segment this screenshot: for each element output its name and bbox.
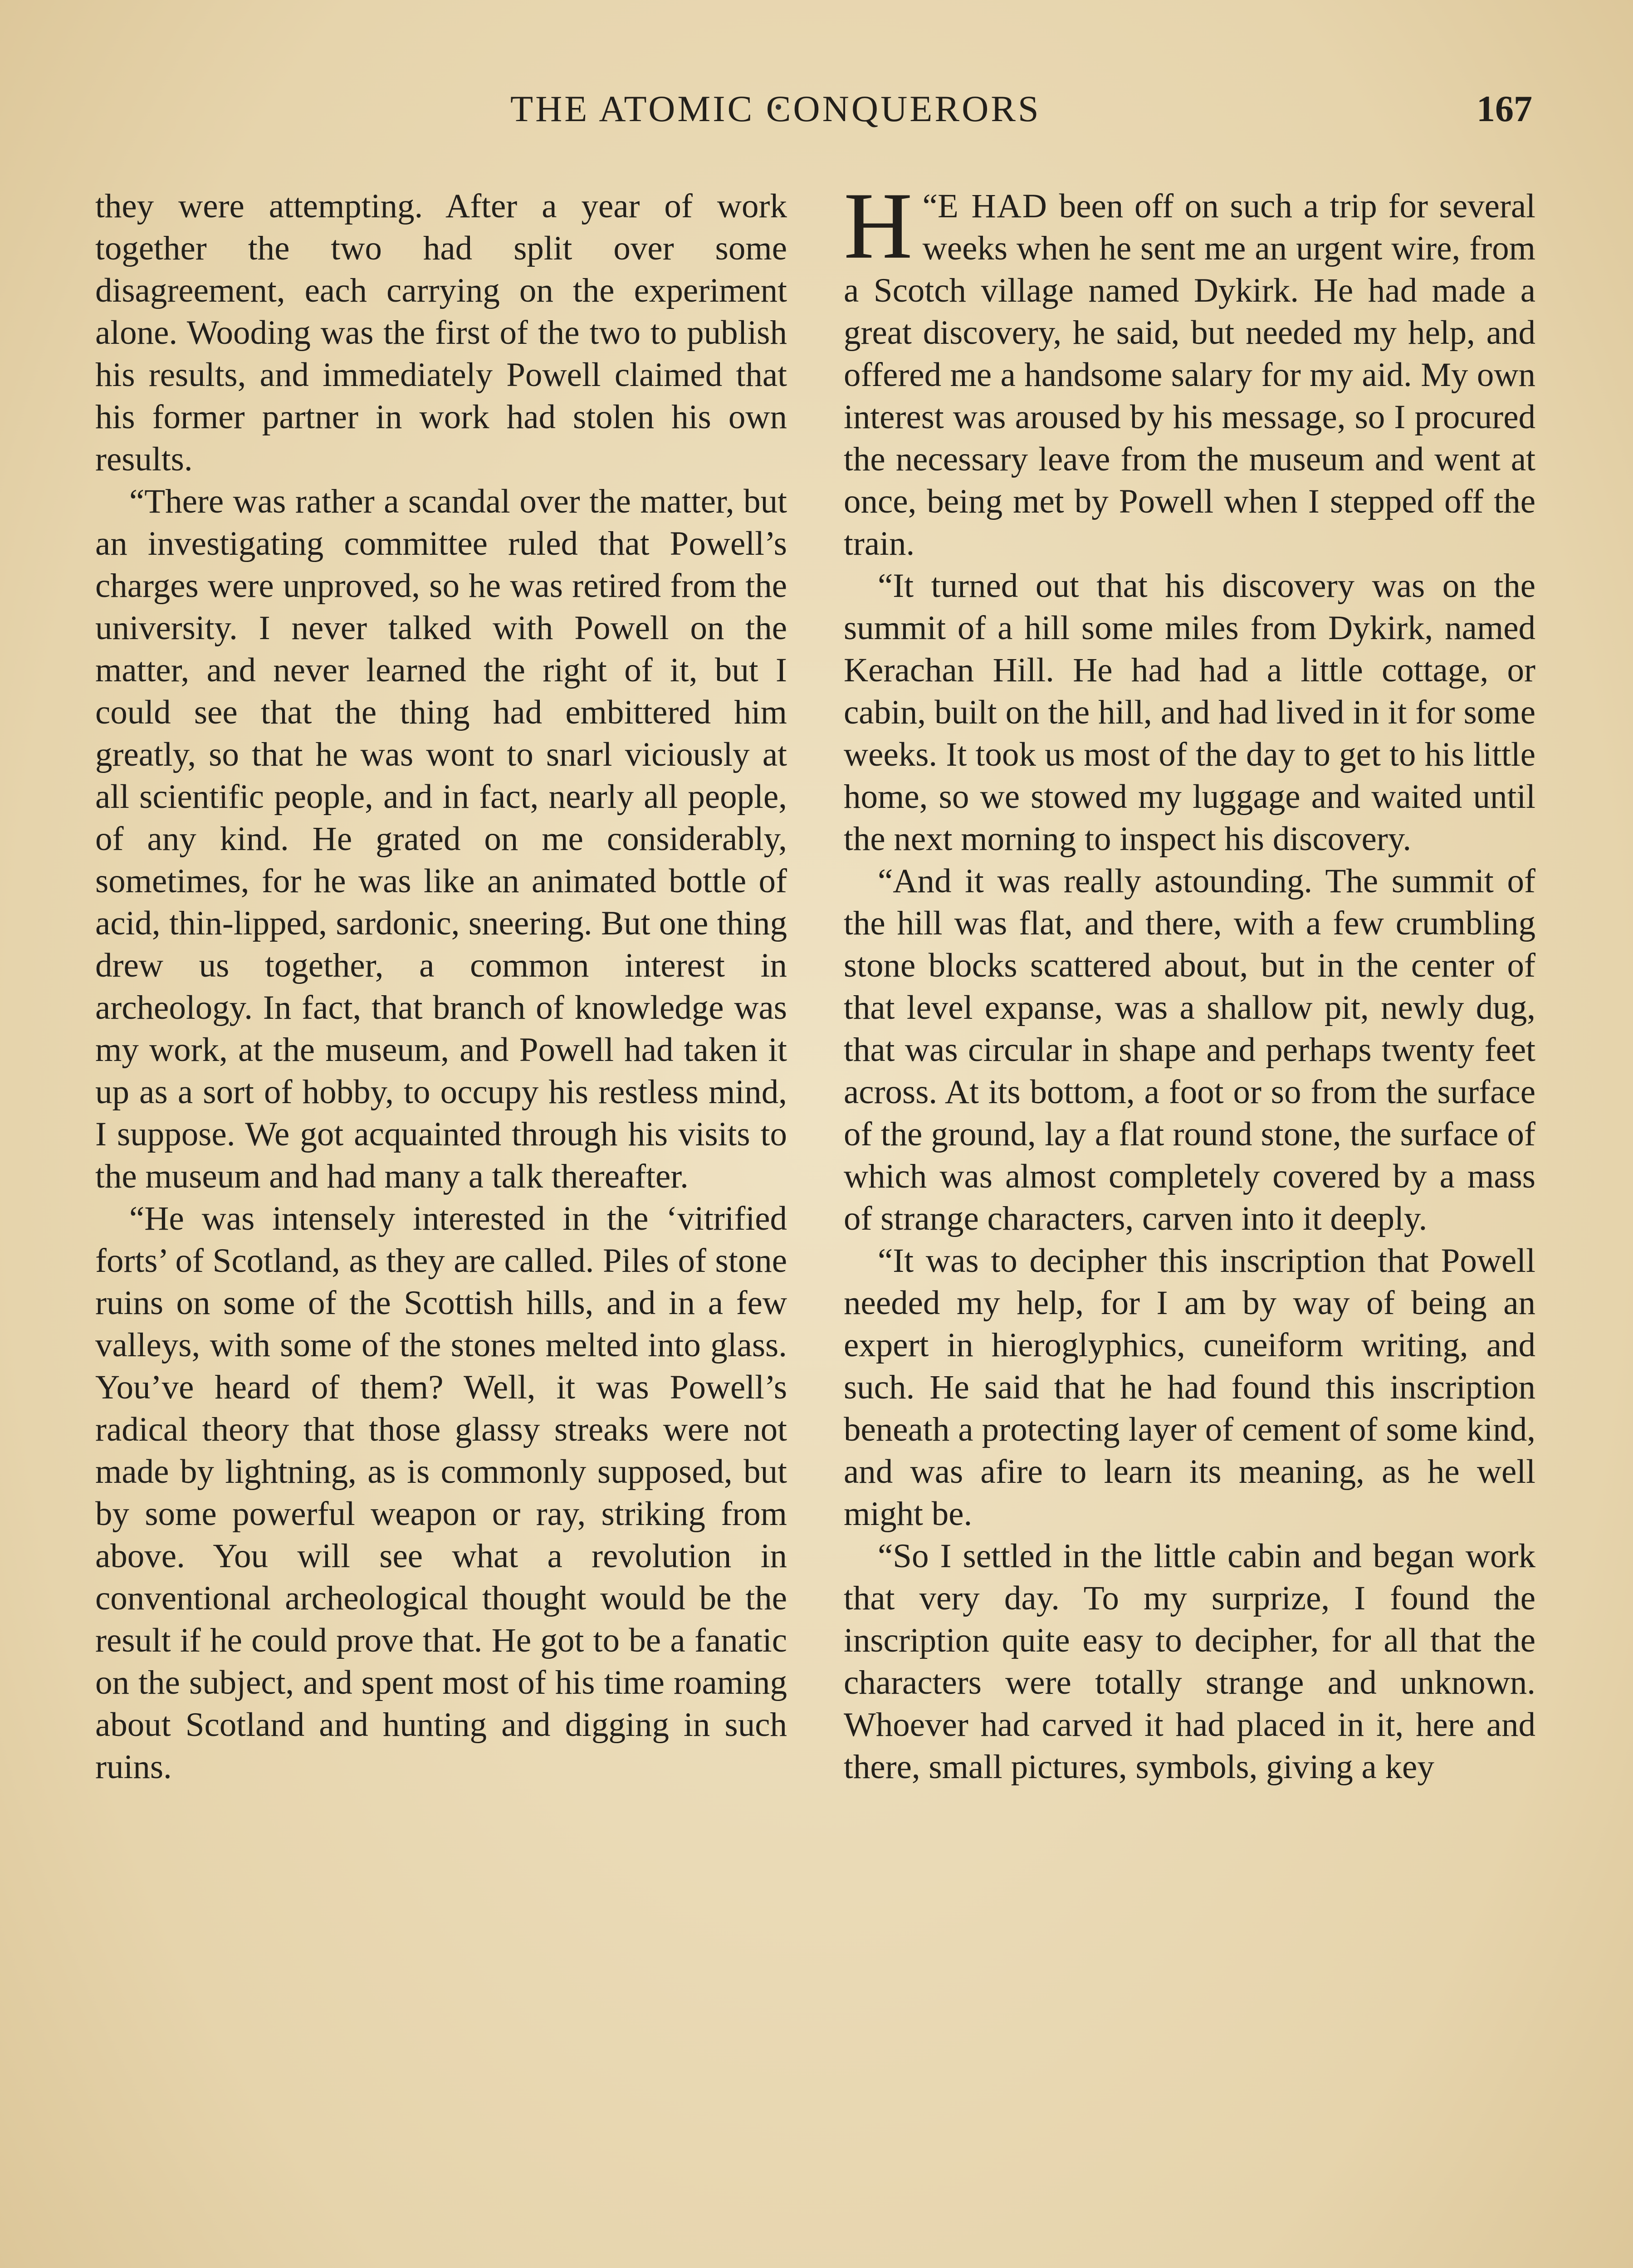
right-paragraph-5: “So I settled in the little cabin and began work that very day. To my surprize, I found the inscription quite easy to decipher, for all that the characters were totally strange and unknown. Whoever had carved it had placed in it, here and there, small pictures, symbols, giving a key — [844, 1537, 1535, 1786]
right-paragraph-3: “And it was really astounding. The summit of the hill was flat, and there, with a few crumbling stone blocks scattered about, but in the center of that level expanse, was a shallow pit, newly dug, that was circular in shape and perhaps twenty feet across. At its bottom, a foot or so from the surface of the ground, lay a flat round stone, the surface of which was almost completely covered by a mass of strange characters, carven into it deeply. — [844, 862, 1535, 1237]
page-header — [0, 86, 1633, 141]
smallcaps-lead: E HAD — [937, 187, 1048, 225]
drop-cap: H — [844, 173, 913, 279]
left-column — [95, 185, 787, 1788]
right-paragraph-1-text: been off on such a trip for several weeks when he sent me an urgent wire, from a Scotch village named Dykirk. He had made a great discovery, he said, but needed my help, and offered me a handsome salary for my aid. My own interest was aroused by his message, so I procured the necessary leave from the museum and went at once, being met by Powell when I stepped off the train. — [844, 187, 1535, 562]
right-paragraph-1 — [844, 173, 1535, 565]
right-column — [844, 173, 1535, 1788]
left-paragraph-3: “He was intensely interested in the ‘vitrified forts’ of Scotland, as they are called. Piles of stone ruins on some of the Scottish hills, and in a few valleys, with some of the stones melted into glass. You’ve heard of them? Well, it was Powell’s radical theory that those glassy streaks were not made by lightning, as is commonly supposed, but by some powerful weapon or ray, striking from above. You will see what a revolution in conventional archeological thought would be the result if he could prove that. He got to be a fanatic on the subject, and spent most of his time roaming about Scotland and hunting and digging in such ruins. — [95, 1200, 787, 1786]
right-paragraph-4: “It was to decipher this inscription that Powell needed my help, for I am by way of being an expert in hieroglyphics, cuneiform writing, and such. He said that he had found this inscription beneath a protecting layer of cement of some kind, and was afire to learn its meaning, as he well might be. — [844, 1242, 1535, 1533]
left-paragraph-1: they were attempting. After a year of work together the two had split over some disagreement, each carrying on the experiment alone. Wooding was the first of the two to publish his results, and immediately Powell claimed that his former partner in work had stolen his own results. — [95, 187, 787, 478]
right-paragraph-2: “It turned out that his discovery was on the summit of a hill some miles from Dykirk, named Kerachan Hill. He had had a little cottage, or cabin, built on the hill, and had lived in it for some weeks. It took us most of the day to get to his little home, so we stowed my luggage and waited until the next morning to inspect his discovery. — [844, 567, 1535, 858]
left-paragraph-2: “There was rather a scandal over the matter, but an investigating committee ruled that Powell’s charges were unproved, so he was retired from the university. I never talked with Powell on the matter, and never learned the right of it, but I could see that the thing had embittered him greatly, so that he was wont to snarl viciously at all scientific people, and in fact, nearly all people, of any kind. He grated on me considerably, sometimes, for he was like an animated bottle of acid, thin-lipped, sardonic, sneering. But one thing drew us together, a common interest in archeology. In fact, that branch of knowledge was my work, at the museum, and Powell had taken it up as a sort of hobby, to occupy his restless mind, I suppose. We got acquainted through his visits to the museum and had many a talk thereafter. — [95, 483, 787, 1195]
running-title: THE ATOMIC CONQUERORS — [510, 88, 1041, 129]
page-number: 167 — [1477, 88, 1532, 129]
opening-quote: “ — [922, 187, 938, 225]
